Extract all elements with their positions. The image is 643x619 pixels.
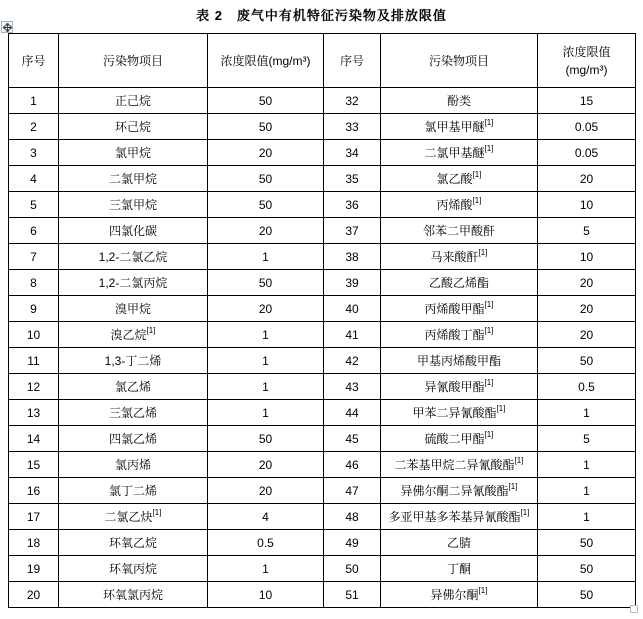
table-row bbox=[9, 504, 636, 530]
limit-value-right: 10 bbox=[538, 192, 636, 218]
limit-value-right: 0.5 bbox=[538, 374, 636, 400]
footnote-marker: [1] bbox=[514, 456, 524, 465]
limit-value-right: 50 bbox=[538, 556, 636, 582]
row-number-left: 17 bbox=[9, 504, 59, 530]
table-row bbox=[9, 374, 636, 400]
limit-value-right: 50 bbox=[538, 582, 636, 608]
header-row bbox=[9, 34, 636, 88]
limit-value-right: 1 bbox=[538, 504, 636, 530]
pollutant-name-left: 二氯甲烷 bbox=[59, 166, 208, 192]
limit-value-right: 20 bbox=[538, 166, 636, 192]
limit-value-left: 50 bbox=[208, 192, 324, 218]
table-row bbox=[9, 556, 636, 582]
header-item-left: 污染物项目 bbox=[59, 34, 208, 88]
pollutant-name-right: 二苯基甲烷二异氰酸酯[1] bbox=[381, 452, 538, 478]
table-move-handle[interactable] bbox=[1, 21, 13, 33]
limit-value-right: 1 bbox=[538, 400, 636, 426]
pollutant-name-left: 1,2-二氯乙烷 bbox=[59, 244, 208, 270]
pollutant-name-right: 丁酮 bbox=[381, 556, 538, 582]
header-limit-right bbox=[538, 34, 636, 88]
pollutant-name-left: 溴甲烷 bbox=[59, 296, 208, 322]
row-number-right: 40 bbox=[324, 296, 381, 322]
footnote-marker: [1] bbox=[484, 118, 494, 127]
limit-value-left: 50 bbox=[208, 88, 324, 114]
row-number-left: 19 bbox=[9, 556, 59, 582]
footnote-marker: [1] bbox=[472, 196, 482, 205]
limit-value-left: 10 bbox=[208, 582, 324, 608]
pollutant-name-right: 丙烯酸丁酯[1] bbox=[381, 322, 538, 348]
pollutant-name-left: 四氯化碳 bbox=[59, 218, 208, 244]
limit-value-right: 50 bbox=[538, 530, 636, 556]
limit-value-left: 1 bbox=[208, 556, 324, 582]
footnote-marker: [1] bbox=[484, 378, 494, 387]
limit-value-left: 50 bbox=[208, 426, 324, 452]
row-number-right: 51 bbox=[324, 582, 381, 608]
pollutant-name-right: 乙腈 bbox=[381, 530, 538, 556]
pollutant-name-left: 三氯甲烷 bbox=[59, 192, 208, 218]
row-number-right: 37 bbox=[324, 218, 381, 244]
pollutant-name-right: 氯乙酸[1] bbox=[381, 166, 538, 192]
row-number-right: 44 bbox=[324, 400, 381, 426]
move-icon bbox=[3, 23, 12, 32]
limit-value-right: 20 bbox=[538, 296, 636, 322]
row-number-left: 10 bbox=[9, 322, 59, 348]
pollutant-name-left: 环氧乙烷 bbox=[59, 530, 208, 556]
pollutant-name-left: 1,2-二氯丙烷 bbox=[59, 270, 208, 296]
limit-value-left: 20 bbox=[208, 478, 324, 504]
table-row bbox=[9, 244, 636, 270]
pollutant-name-right: 酚类 bbox=[381, 88, 538, 114]
table-row bbox=[9, 218, 636, 244]
row-number-right: 46 bbox=[324, 452, 381, 478]
limit-value-left: 1 bbox=[208, 348, 324, 374]
row-number-right: 33 bbox=[324, 114, 381, 140]
limit-value-left: 50 bbox=[208, 114, 324, 140]
pollutant-name-right: 异佛尔酮二异氰酸酯[1] bbox=[381, 478, 538, 504]
row-number-right: 43 bbox=[324, 374, 381, 400]
row-number-left: 12 bbox=[9, 374, 59, 400]
footnote-marker: [1] bbox=[484, 430, 494, 439]
footnote-marker: [1] bbox=[478, 586, 488, 595]
limit-value-left: 1 bbox=[208, 244, 324, 270]
limit-value-right: 15 bbox=[538, 88, 636, 114]
limit-value-left: 20 bbox=[208, 140, 324, 166]
row-number-right: 42 bbox=[324, 348, 381, 374]
row-number-right: 36 bbox=[324, 192, 381, 218]
row-number-left: 11 bbox=[9, 348, 59, 374]
row-number-left: 3 bbox=[9, 140, 59, 166]
row-number-right: 34 bbox=[324, 140, 381, 166]
limit-value-right: 5 bbox=[538, 218, 636, 244]
table-row bbox=[9, 452, 636, 478]
pollutant-name-left: 氯乙烯 bbox=[59, 374, 208, 400]
row-number-left: 9 bbox=[9, 296, 59, 322]
pollutant-name-right: 丙烯酸[1] bbox=[381, 192, 538, 218]
row-number-left: 20 bbox=[9, 582, 59, 608]
row-number-right: 47 bbox=[324, 478, 381, 504]
row-number-right: 39 bbox=[324, 270, 381, 296]
limit-value-right: 20 bbox=[538, 322, 636, 348]
row-number-left: 4 bbox=[9, 166, 59, 192]
pollutant-name-right: 异氰酸甲酯[1] bbox=[381, 374, 538, 400]
footnote-marker: [1] bbox=[496, 404, 506, 413]
table-row bbox=[9, 348, 636, 374]
table-row bbox=[9, 530, 636, 556]
limit-value-left: 20 bbox=[208, 296, 324, 322]
row-number-left: 5 bbox=[9, 192, 59, 218]
limit-value-left: 20 bbox=[208, 452, 324, 478]
limit-value-right: 0.05 bbox=[538, 114, 636, 140]
table-row bbox=[9, 426, 636, 452]
row-number-left: 6 bbox=[9, 218, 59, 244]
table-row bbox=[9, 478, 636, 504]
limit-value-left: 50 bbox=[208, 270, 324, 296]
limit-value-left: 0.5 bbox=[208, 530, 324, 556]
row-number-right: 49 bbox=[324, 530, 381, 556]
row-number-left: 2 bbox=[9, 114, 59, 140]
pollutant-name-left: 氯丁二烯 bbox=[59, 478, 208, 504]
pollutant-name-left: 1,3-丁二烯 bbox=[59, 348, 208, 374]
pollutant-name-right: 异佛尔酮[1] bbox=[381, 582, 538, 608]
footnote-marker: [1] bbox=[484, 300, 494, 309]
pollutant-name-right: 硫酸二甲酯[1] bbox=[381, 426, 538, 452]
pollutant-name-right: 甲基丙烯酸甲酯 bbox=[381, 348, 538, 374]
pollutants-table bbox=[8, 33, 636, 608]
row-number-left: 8 bbox=[9, 270, 59, 296]
pollutant-name-right: 二氯甲基醚[1] bbox=[381, 140, 538, 166]
footnote-marker: [1] bbox=[146, 326, 156, 335]
pollutant-name-left: 氯丙烯 bbox=[59, 452, 208, 478]
table-row bbox=[9, 582, 636, 608]
row-number-left: 13 bbox=[9, 400, 59, 426]
pollutant-name-right: 马来酸酐[1] bbox=[381, 244, 538, 270]
pollutant-name-left: 环己烷 bbox=[59, 114, 208, 140]
limit-value-right: 1 bbox=[538, 478, 636, 504]
row-number-right: 35 bbox=[324, 166, 381, 192]
row-number-left: 15 bbox=[9, 452, 59, 478]
limit-value-left: 1 bbox=[208, 374, 324, 400]
table-row bbox=[9, 192, 636, 218]
limit-value-left: 50 bbox=[208, 166, 324, 192]
row-number-left: 7 bbox=[9, 244, 59, 270]
pollutant-name-left: 环氧氯丙烷 bbox=[59, 582, 208, 608]
table-resize-handle[interactable] bbox=[630, 605, 638, 613]
row-number-right: 38 bbox=[324, 244, 381, 270]
limit-value-right: 10 bbox=[538, 244, 636, 270]
limit-value-right: 5 bbox=[538, 426, 636, 452]
pollutant-name-right: 甲苯二异氰酸酯[1] bbox=[381, 400, 538, 426]
row-number-left: 1 bbox=[9, 88, 59, 114]
footnote-marker: [1] bbox=[484, 144, 494, 153]
row-number-right: 32 bbox=[324, 88, 381, 114]
footnote-marker: [1] bbox=[472, 170, 482, 179]
limit-value-right: 1 bbox=[538, 452, 636, 478]
pollutant-name-left: 四氯乙烯 bbox=[59, 426, 208, 452]
footnote-marker: [1] bbox=[478, 248, 488, 257]
limit-value-right: 50 bbox=[538, 348, 636, 374]
header-no-left: 序号 bbox=[9, 34, 59, 88]
table-row bbox=[9, 270, 636, 296]
footnote-marker: [1] bbox=[152, 508, 162, 517]
pollutant-name-left: 二氯乙炔[1] bbox=[59, 504, 208, 530]
pollutant-name-right: 丙烯酸甲酯[1] bbox=[381, 296, 538, 322]
row-number-right: 50 bbox=[324, 556, 381, 582]
pollutant-name-right: 多亚甲基多苯基异氰酸酯[1] bbox=[381, 504, 538, 530]
footnote-marker: [1] bbox=[508, 482, 518, 491]
footnote-marker: [1] bbox=[520, 508, 530, 517]
pollutant-name-left: 三氯乙烯 bbox=[59, 400, 208, 426]
row-number-left: 16 bbox=[9, 478, 59, 504]
table-row bbox=[9, 114, 636, 140]
header-limit-right-line1: 浓度限值 bbox=[562, 44, 611, 59]
table-title: 表 2 废气中有机特征污染物及排放限值 bbox=[196, 8, 447, 23]
table-body bbox=[9, 88, 636, 608]
table-row bbox=[9, 296, 636, 322]
row-number-right: 48 bbox=[324, 504, 381, 530]
pollutant-name-left: 溴乙烷[1] bbox=[59, 322, 208, 348]
footnote-marker: [1] bbox=[484, 326, 494, 335]
pollutant-name-right: 邻苯二甲酸酐 bbox=[381, 218, 538, 244]
pollutant-name-left: 环氧丙烷 bbox=[59, 556, 208, 582]
table-row bbox=[9, 322, 636, 348]
pollutant-name-right: 乙酸乙烯酯 bbox=[381, 270, 538, 296]
header-limit-right-line2: (mg/m³) bbox=[565, 62, 608, 77]
pollutant-name-right: 氯甲基甲醚[1] bbox=[381, 114, 538, 140]
table-row bbox=[9, 400, 636, 426]
limit-value-left: 4 bbox=[208, 504, 324, 530]
table-row bbox=[9, 140, 636, 166]
header-limit-left: 浓度限值(mg/m³) bbox=[208, 34, 324, 88]
row-number-left: 14 bbox=[9, 426, 59, 452]
header-item-right: 污染物项目 bbox=[381, 34, 538, 88]
table-row bbox=[9, 88, 636, 114]
row-number-right: 45 bbox=[324, 426, 381, 452]
row-number-left: 18 bbox=[9, 530, 59, 556]
limit-value-right: 0.05 bbox=[538, 140, 636, 166]
header-no-right: 序号 bbox=[324, 34, 381, 88]
table-row bbox=[9, 166, 636, 192]
limit-value-right: 20 bbox=[538, 270, 636, 296]
limit-value-left: 1 bbox=[208, 322, 324, 348]
limit-value-left: 1 bbox=[208, 400, 324, 426]
limit-value-left: 20 bbox=[208, 218, 324, 244]
row-number-right: 41 bbox=[324, 322, 381, 348]
pollutant-name-left: 氯甲烷 bbox=[59, 140, 208, 166]
pollutant-name-left: 正己烷 bbox=[59, 88, 208, 114]
